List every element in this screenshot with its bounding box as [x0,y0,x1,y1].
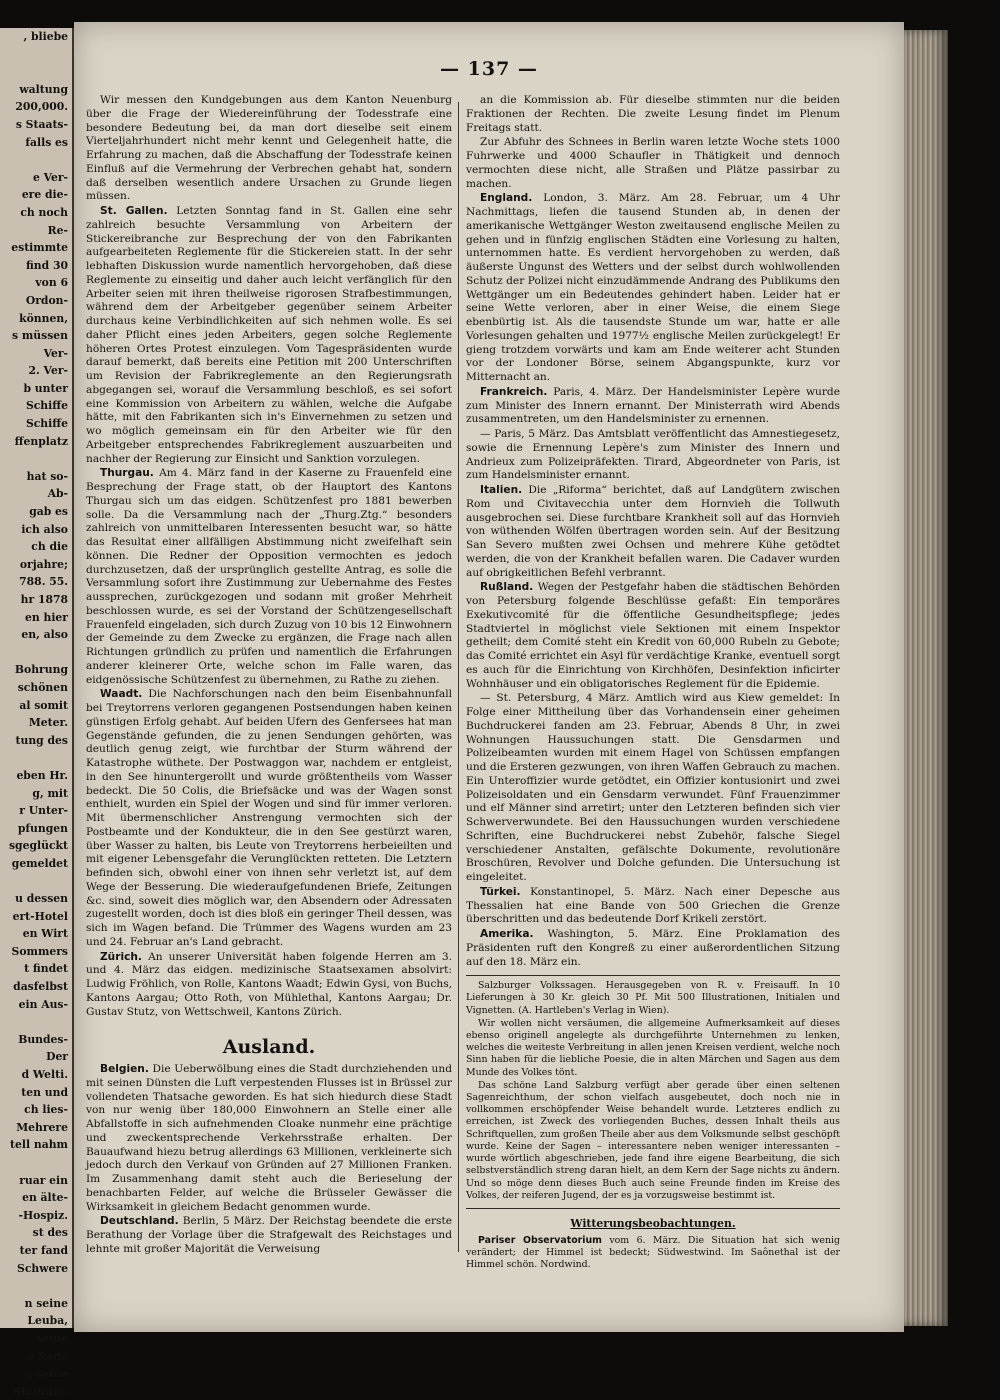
margin-fragment: u dessen [15,892,68,906]
margin-fragment: s Staats- [15,117,68,131]
article-heading: Belgien. [100,1063,149,1075]
separator-line [466,975,840,976]
article-text: An unserer Universität haben folgende Herren am 3. und 4. März das eidgen. medizinische Staatsexamen absolvirt: Ludwig Fröhlich, von Rolle, Kantons Waadt; Edwin Gysi, von Buchs, Kantons Aargau; Otto Roth, von Mühlethal, Kantons Aargau; Dr. Gustav Stutz, von Wettschweil, Kantons Zürich. [86,950,452,1018]
book-page-edges [904,30,948,1326]
margin-fragment: waltung [19,82,68,96]
foreign-article [466,928,840,969]
margin-fragment: al somit [19,698,68,712]
foreign-article [466,94,840,135]
margin-fragment: eben Hr. [16,768,68,782]
article-heading: Waadt. [100,688,143,701]
article-text: — St. Petersburg, 4 März. Amtlich wird aus Kiew gemeldet: In Folge einer Mittheilung über das Vorhandensein einer geheimen Buchdruckerei fanden am 23. Februar, Abends 8 Uhr, in zwei Wohnungen Haussuchungen statt. Die Gensdarmen und Polizeibeamten wurden mit einem Hagel von Schüssen empfangen und die Ersteren gezwungen, von ihren Waffen Gebrauch zu machen. Ein Unteroffizier wurde getödtet, ein Offizier kontusionirt und zwei Polizeisoldaten und ein Gensdarm verwundet. Fünf Frauenzimmer und elf Männer sind arretirt; unter den Letzteren befinden sich vier Schwerverwundete. Bei den Haussuchungen wurden verschiedene Schriften, eine Buchdruckerei nebst Zubehör, falsche Siegel verschiedener Anstalten, gefälschte Dokumente, revolutionäre Broschüren, Revolver und Dolche gefunden. Die Untersuchung ist eingeleitet. [466,692,840,883]
article-text: Wegen der Pestgefahr haben die städtischen Behörden von Petersburg folgende Beschlüsse gefaßt: Ein temporäres Exekutivcomité für die öffentliche Gesundheitspflege; jedes Stadtviertel in möglichst viele Sektionen mit einem Inspektor getheilt; dem Comité steht ein Kredit von 60,000 Rubeln zu Gebote; das Comité errichtet ein Asyl für verdächtige Kranke, eventuell sorgt es auch für die Einrichtung von Kirchhöfen, Desinfektion inficirter Wohnhäuser und ein obligatorisches Reglement für die Epidemie. [466,581,840,690]
foreign-article [466,581,840,691]
foreign-article [466,428,840,483]
margin-fragment [0,46,72,64]
margin-fragment: n seine [24,1296,68,1310]
margin-fragment: en, also [21,628,68,642]
margin-fragment: gab es [29,505,68,519]
article-text: Paris, 4. März. Der Handelsminister Lepère wurde zum Minister des Innern ernannt. Der Ministerrath wird Abends zusammentreten, um den Handelsminister zu ernennen. [466,385,840,426]
page-number: — 137 — [440,58,538,80]
separator-line [466,1208,840,1209]
advert-article [466,1080,840,1202]
adjacent-left-page [0,28,74,1398]
margin-fragment: schönen [17,680,68,694]
margin-fragment [0,873,72,891]
foreign-news-continued [466,94,840,969]
weather-report [466,1235,840,1272]
margin-fragment: e Rede [27,1349,68,1363]
margin-fragment: -Hospiz. [18,1208,68,1222]
margin-fragment: b unter [23,381,68,395]
article-text: Zur Abfuhr des Schnees in Berlin waren letzte Woche stets 1000 Fuhrwerke und 4000 Schaufler in Thätigkeit und dennoch vermochten diese nicht, alle Straßen und Plätze passirbar zu machen. [466,136,840,190]
margin-fragment: t findet [24,962,68,976]
foreign-article [466,692,840,885]
margin-fragment: Re- [47,223,68,237]
margin-fragment: r Unter- [19,804,68,818]
article-text: Die Ueberwölbung eines die Stadt durchziehenden und mit seinen Dünsten die Luft verpestenden Flusses ist in Brüssel zur vollendeten Thatsache geworden. Es hat sich hiedurch diese Stadt von nur wenig über 180,000 Einwohnern an Stelle einer alle Abfallstoffe in sich aufnehmenden Cloake nunmehr eine prächtige und zweckentsprechende Verkehrsstraße erhalten. Der Bauaufwand hiezu betrug allerdings 63 Millionen, verkleinerte sich jedoch durch den Verkauf von Gründen auf 27 Millionen Franken. Im Zusammenhang damit steht auch die Berieselung der benachbarten Felder, auf welche die Brüsseler Gewässer die Wirksamkeit in gleichem Bedacht genommen wurde. [86,1063,452,1213]
margin-fragment: Schwere [17,1261,68,1275]
weather-text: vom 6. März. Die Situation hat sich wenig verändert; der Himmel ist bedeckt; Südwestwind. Im Saônethal ist der Himmel schön. Nordwind. [466,1234,840,1271]
margin-fragment [0,63,72,81]
column-divider [458,102,459,1252]
margin-fragment: Schiffe [25,417,68,431]
margin-fragment: ein Aus- [18,997,68,1011]
article-text: Berlin, 5 März. Der Reichstag beendete die erste Berathung der Vorlage über die Strafgewalt des Reichstages und lehnte mit großer Majorität die Verweisung [86,1215,452,1255]
margin-fragment [0,450,72,468]
swiss-article [86,688,452,949]
margin-fragment: Mehrere [16,1120,68,1134]
right-column [466,94,840,1272]
article-heading: Türkei. [480,885,521,898]
weather-source: Pariser Observatorium [478,1234,602,1246]
article-text: Am 4. März fand in der Kaserne zu Frauenfeld eine Besprechung der Frage statt, ob der Hauptort des Kantons Thurgau sich um das eidgen. Schützenfest pro 1881 bewerben solle. Da die Versammlung nach der „Thurg.Ztg.“ besonders zahlreich von unmittelbaren Interessenten besucht war, so hätte das Resultat einer allfälligen Abstimmung nicht zweifelhaft sein können. Die Redner der Opposition vermochten es jedoch durchzusetzen, daß der ursprünglich gestellte Antrag, es solle die Versammlung sofort ihre Zustimmung zur Uebernahme des Festes aussprechen, zurückgezogen und sodann mit großer Mehrheit beschlossen wurde, es sei der Vorstand der Schützengesellschaft Frauenfeld eingeladen, sich durch Zuzug von 10 bis 12 Einwohnern der Gemeinde zu dem Zwecke zu ergänzen, die Frage nach allen Richtungen gründlich zu prüfen und namentlich die Erfahrungen anderer kleinerer Orte, welche schon im Falle waren, das eidgenössische Schützenfest zu übernehmen, zu Rathe zu ziehen. [86,467,452,686]
margin-fragment: st des [32,1226,68,1240]
article-text: Die Nachforschungen nach den beim Eisenbahnunfall bei Treytorrens verloren gegangenen Postsendungen haben keinen günstigen Erfolg gehabt. Auf beiden Ufern des Genfersees hat man Gegenstände gefunden, die zu jenen Sendungen gehörten, was deutlich genug zeigt, wie furchtbar der Sturm während der Katastrophe wüthete. Der Postwaggon war, nachdem er entgleist, in den See hinuntergerollt und wurde größtentheils vom Wasser bedeckt. Die 50 Colis, die Briefsäcke und was der Wagen sonst enthielt, wurden ein Spiel der Wogen und sind für immer verloren. Mit übermenschlicher Anstrengung vermochten sich der Postbeamte und der Kondukteur, die in den See gestürzt waren, über Wasser zu halten, bis Leute von Treytorrens herbeieilten und mit eigener Lebensgefahr die Verunglückten retteten. Die Letztern befinden sich, obwohl einer von ihnen sehr verletzt ist, auf dem Wege der Besserung. Die wiederaufgefundenen Briefe, Zeitungen &c. sind, soweit dies möglich war, den Absendern oder Adressaten zugestellt worden, doch ist dies bloß ein geringer Theil dessen, was sich im Wagen befand. Die Trümmer des Wagens wurden am 23 und 24. Februar an's Land gebracht. [86,688,452,948]
margin-fragment [0,749,72,767]
margin-fragment: ch die [31,540,68,554]
margin-fragment: Sommers [11,944,68,958]
margin-fragment: tell nahm [10,1138,68,1152]
margin-fragment [0,1154,72,1172]
swiss-news-articles [86,94,452,1019]
margin-fragment: en hier [25,610,68,624]
margin-fragment: estimmte [11,241,68,255]
margin-fragment: Stellung. [13,1384,68,1398]
swiss-article [86,467,452,687]
foreign-article [466,386,840,427]
margin-fragment: Meter. [28,716,68,730]
margin-fragment: Der [46,1050,68,1064]
article-text: Salzburger Volkssagen. Herausgegeben von R. v. Freisauff. In 10 Lieferungen à 30 Kr. gleich 30 Pf. Mit 500 Illustrationen, Initialen und Vignetten. (A. Hartleben's Verlag in Wien). [466,980,840,1016]
swiss-article [86,951,452,1020]
margin-fragment: s müssen [12,329,68,343]
article-heading: Amerika. [480,928,534,940]
margin-fragment: en älte- [22,1191,68,1205]
margin-fragment: hat so- [26,469,68,483]
article-heading: Zürich. [100,950,142,963]
weather-title: Witterungsbeobachtungen. [570,1216,736,1230]
article-heading: Frankreich. [480,385,548,398]
margin-fragment [0,151,72,169]
advert-article [466,1018,840,1079]
foreign-article [86,1063,452,1214]
margin-fragment [0,1277,72,1295]
margin-fragment: Bohrung [14,663,68,677]
margin-fragment: seine [36,1331,68,1345]
margin-fragment: ffenplatz [14,434,68,448]
article-heading: England. [480,192,533,205]
article-heading: Rußland. [480,581,534,594]
margin-fragment: Bundes- [18,1032,68,1046]
margin-fragment [0,644,72,662]
margin-fragment: ter fand [19,1243,68,1257]
margin-fragment: hr 1878 [20,593,68,606]
margin-fragment: 788. 55. [19,575,68,589]
margin-fragment: , bliebe [23,30,68,43]
foreign-article [466,192,840,385]
margin-fragment: ruar ein [19,1173,68,1187]
margin-fragment: 200,000. [15,100,68,114]
article-heading: Deutschland. [100,1215,179,1228]
foreign-article [466,484,840,580]
margin-fragment: ere die- [21,188,68,202]
margin-fragment: d Welti. [21,1068,68,1082]
swiss-article [86,205,452,466]
article-text: Konstantinopel, 5. März. Nach einer Depesche aus Thessalien hat eine Bande von 500 Griechen die Grenze überschritten und das bedeutende Dorf Krikeli zerstört. [466,885,840,926]
article-heading: Italien. [480,484,523,496]
foreign-article [86,1215,452,1256]
foreign-article [466,886,840,927]
swiss-article [86,94,452,204]
margin-fragment: tung des [15,733,68,747]
margin-fragment: g, mit [32,786,68,800]
margin-fragment: ten und [21,1085,68,1099]
article-text: Das schöne Land Salzburg verfügt aber gerade über einen seltenen Sagenreichthum, der schon vielfach ausgebeutet, doch noch nie in vollkommen erschöpfender Weise behandelt wurde. Letzteres endlich zu erreichen, ist Zweck des vorliegenden Buches, dessen Inhalt theils aus Schriftquellen, zum großen Theile aber aus dem Volksmunde selbst geschöpft wurde. Keine der Sagen – interessantere neben weniger interessanten – wurde wörtlich abgeschrieben, jede fand ihre eigene Bearbeitung, die sich selbstverständlich streng daran hielt, an dem Kern der Sage nichts zu ändern. Und so möge denn dieses Buch auch seine Freunde finden im Kreise des Volkes, der reiferen Jugend, der es ja vorzugsweise bestimmt ist. [466,1079,840,1201]
margin-fragment: falls es [25,135,68,149]
margin-fragment: gemeldet [11,856,68,870]
margin-fragment: orjahre; [19,557,68,571]
book-advertisement [466,980,840,1202]
margin-fragment: Ab- [47,487,68,501]
article-text: Wir wollen nicht versäumen, die allgemeine Aufmerksamkeit auf dieses ebenso originell angelegte als durchgeführte Unternehmen zu lenken, welches die weiteste Verbreitung in allen jenen Kreisen verdient, welche noch Sinn haben für die liebliche Poesie, die in alten Märchen und Sagen aus dem Munde des Volkes tönt. [466,1017,840,1078]
margin-fragment [0,1013,72,1031]
margin-fragment: en Wirt [22,927,68,941]
article-heading: St. Gallen. [100,205,168,217]
article-text: Wir messen den Kundgebungen aus dem Kanton Neuenburg über die Frage der Wiedereinführung der Todesstrafe eine besondere Bedeutung bei, da man dort dieselbe seit einem Vierteljahrhundert nicht mehr kennt und Gelegenheit hatte, die Erfahrung zu machen, daß die Abschaffung der Todesstrafe keinen Einfluß auf die Vermehrung der Verbrechen gehabt hat, sondern daß derselben wesentlich andere Ursachen zu Grunde liegen müssen. [86,94,452,203]
margin-fragment: ert-Hotel [12,909,68,923]
newspaper-page [74,22,904,1332]
margin-fragment: Schiffe [25,399,68,413]
article-text: Die „Riforma“ berichtet, daß auf Landgütern zwischen Rom und Civitavecchia unter dem Hornvieh die Tollwuth ausgebrochen sei. Diese furchtbare Krankheit soll auf das Hornvieh von wüthenden Wölfen übertragen worden sein. Auf der Besitzung San Severo mußten zwei Ochsen und mehrere Kühe getödtet werden, die von der Krankheit befallen waren. Die Cadaver wurden auf obrigkeitlichen Befehl verbrannt. [466,484,840,579]
margin-fragment: find 30 [25,258,68,272]
margin-fragment: 2. Ver- [28,364,68,378]
article-heading: Thurgau. [100,467,154,480]
article-text: Letzten Sonntag fand in St. Gallen eine sehr zahlreich besuchte Versammlung von Arbeitern der Stickereibranche zur Besprechung der von den Fabrikanten aufgearbeiteten Reglemente für die Stickereien statt. In der sehr lebhaften Diskussion wurde namentlich hervorgehoben, daß diese Reglemente zu einseitig und daher auch leicht verfänglich für den Arbeiter seien mit ihren theilweise rigorosen Strafbestimmungen, während dem der Arbeitgeber gegenüber seinem Arbeiter durchaus keine Verbindlichkeiten auf sich nehmen wolle. Es sei daher Pflicht eines jeden Arbeiters, gegen solche Reglemente höheren Ortes Protest einzulegen. Vom Tagespräsidenten wurde darauf bemerkt, daß bereits eine Petition mit 200 Unterschriften um Revision der Fabrikreglemente an den Regierungsrath abgegangen sei, worauf die Versammlung beschloß, es sei sofort eine Kommission von Arbeitern zu wählen, welche die Aufgabe hätte, mit den Fabrikanten sich in's Einvernehmen zu setzen und wo möglich gemeinsam ein für den Arbeiter wie für den Arbeitgeber entsprechendes Fabrikreglement auszuarbeiten und nachher der Regierung zur Einsicht und Sanktion vorzulegen. [86,205,452,465]
margin-fragment: pfungen [17,821,68,835]
left-column [86,94,452,1258]
foreign-news-articles [86,1063,452,1257]
margin-fragment: e Ver- [32,170,68,184]
margin-fragment: ch noch [20,205,68,219]
article-text: Washington, 5. März. Eine Proklamation des Präsidenten ruft den Kongreß zu einer außerordentlichen Sitzung auf den 18. März ein. [466,928,840,968]
margin-fragment: von 6 [35,276,68,290]
section-heading-ausland: Ausland. [222,1036,316,1059]
margin-fragment: Ver- [43,346,68,360]
margin-fragment: können, [19,311,68,325]
foreign-article [466,136,840,191]
article-text: an die Kommission ab. Für dieselbe stimmten nur die beiden Fraktionen der Rechten. Die zweite Lesung findet im Plenum Freitags statt. [466,94,840,134]
margin-fragment: Ordon- [25,293,68,307]
advert-article [466,980,840,1017]
article-text: — Paris, 5 März. Das Amtsblatt veröffentlicht das Amnestiegesetz, sowie die Ernennung Lepère's zum Minister des Innern und Andrieux zum Polizeipräfekten. Tirard, Abgeordneter von Paris, ist zum Handelsminister ernannt. [466,428,840,482]
margin-fragment: sgeglückt [8,839,68,853]
margin-fragment: g seine [24,1367,68,1381]
margin-fragment: dasfelbst [13,980,68,994]
margin-fragment: Leuba, [27,1314,68,1328]
margin-fragment: ch lies- [24,1103,68,1117]
margin-fragment: ich also [21,522,68,536]
article-text: London, 3. März. Am 28. Februar, um 4 Uhr Nachmittags, liefen die tausend Stunden ab, in denen der amerikanische Wettgänger Weston zweitausend englische Meilen zu gehen und in fünfzig englischen Städten eine Vorlesung zu halten, unternommen hatte. Es verdient hervorgehoben zu werden, daß äußerste Ungunst des Wetters und der selbst durch wohlwollenden Schutz der Polizei nicht einzudämmende Andrang des Publikums den Wettgänger um ein Bedeutendes gehindert haben. Leider hat er seine Wette verloren, aber in einer Weise, die einem Siege ebenbürtig ist. Als die tausendste Stunde um war, hatte er alle Vorlesungen gehalten und 1977½ englische Meilen zurückgelegt! Er gieng trotzdem vorwärts und kam am Ende weiterer acht Stunden vor der Londoner Börse, seinem Abgangspunkte, kurz vor Mitternacht an. [466,192,840,383]
